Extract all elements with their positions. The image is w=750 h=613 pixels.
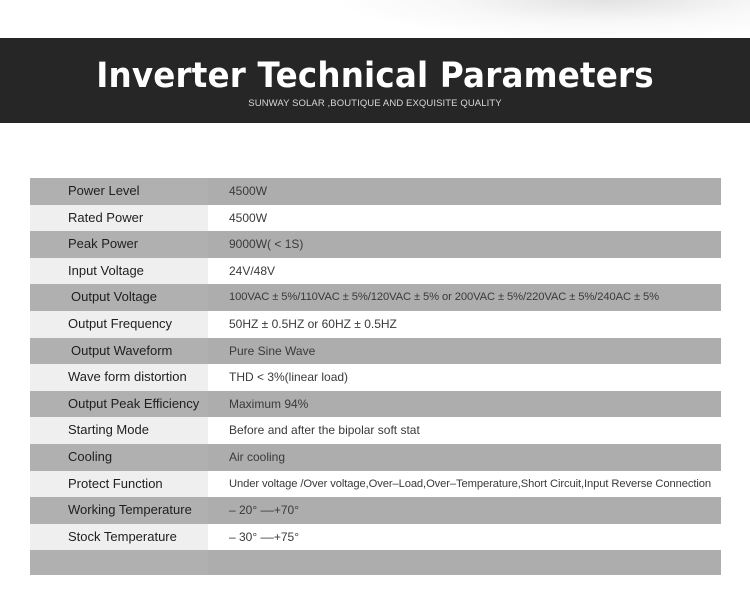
param-label: Input Voltage — [30, 258, 208, 285]
table-row — [30, 338, 721, 365]
param-label: Output Voltage — [30, 284, 208, 311]
table-row — [30, 258, 721, 285]
param-value: 50HZ ± 0.5HZ or 60HZ ± 0.5HZ — [208, 311, 721, 338]
title-banner — [0, 38, 750, 123]
param-value: THD < 3%(linear load) — [208, 364, 721, 391]
table-row — [30, 364, 721, 391]
table-row — [30, 471, 721, 498]
param-label: Starting Mode — [30, 417, 208, 444]
param-label: Output Peak Efficiency — [30, 391, 208, 418]
table-row — [30, 524, 721, 551]
param-label: Stock Temperature — [30, 524, 208, 551]
page-title: Inverter Technical Parameters — [96, 56, 654, 96]
param-value: 4500W — [208, 205, 721, 232]
param-value: Before and after the bipolar soft stat — [208, 417, 721, 444]
param-value: 24V/48V — [208, 258, 721, 285]
parameters-table — [30, 178, 721, 575]
table-row — [30, 444, 721, 471]
param-label: Rated Power — [30, 205, 208, 232]
param-value: Maximum 94% — [208, 391, 721, 418]
param-value: 4500W — [208, 178, 721, 205]
table-row — [30, 311, 721, 338]
top-shadow-decoration — [330, 0, 750, 40]
footer-value-cell — [208, 550, 721, 575]
table-row — [30, 178, 721, 205]
table-row — [30, 417, 721, 444]
table-footer-row — [30, 550, 721, 575]
table-row — [30, 205, 721, 232]
param-value: Under voltage /Over voltage,Over–Load,Over–Temperature,Short Circuit,Input Reverse Connection — [208, 471, 721, 498]
param-label: Working Temperature — [30, 497, 208, 524]
param-label: Power Level — [30, 178, 208, 205]
table-row — [30, 284, 721, 311]
param-value: – 20° ––+70° — [208, 497, 721, 524]
footer-label-cell — [30, 550, 208, 575]
page-subtitle: SUNWAY SOLAR ,BOUTIQUE AND EXQUISITE QUALITY — [248, 98, 502, 109]
param-label: Cooling — [30, 444, 208, 471]
param-value: – 30° ––+75° — [208, 524, 721, 551]
param-value: Air cooling — [208, 444, 721, 471]
param-value: Pure Sine Wave — [208, 338, 721, 365]
param-value: 100VAC ± 5%/110VAC ± 5%/120VAC ± 5% or 200VAC ± 5%/220VAC ± 5%/240AC ± 5% — [208, 284, 721, 311]
param-label: Protect Function — [30, 471, 208, 498]
param-label: Peak Power — [30, 231, 208, 258]
param-label: Wave form distortion — [30, 364, 208, 391]
param-value: 9000W( < 1S) — [208, 231, 721, 258]
param-label: Output Waveform — [30, 338, 208, 365]
table-row — [30, 497, 721, 524]
param-label: Output Frequency — [30, 311, 208, 338]
table-row — [30, 391, 721, 418]
table-row — [30, 231, 721, 258]
